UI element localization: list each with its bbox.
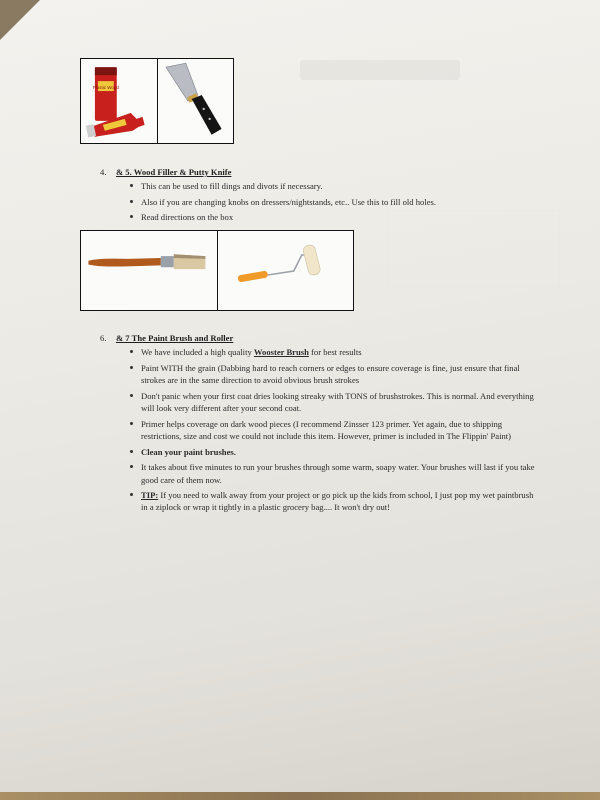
tip-label: TIP: [141, 489, 159, 500]
tip-text: If you need to walk away from your project or go pick up the kids from school, I just pop my wet paintbrush in a ziplock or wrap it tightly in a plastic grocery bag.... It won't dry out! [141, 489, 534, 513]
list-item: Primer helps coverage on dark wood pieces (I recommend Zinsser 123 primer. Yet again, due to shipping restrictions, size and cost we could not include this item. However, primer is included in The Flippin' Paint) [127, 418, 537, 443]
wooster-brush-text: Wooster Brush [253, 347, 309, 358]
section-wood-filler [100, 166, 540, 227]
list-item [127, 346, 537, 358]
paint-roller-image [217, 231, 354, 310]
filler-knife-image-box [80, 58, 234, 144]
list-item: Read directions on the box [127, 211, 540, 223]
filler-label: Plastic Wood [92, 85, 119, 91]
table-surface [0, 792, 600, 800]
section-number: 4. [100, 167, 107, 177]
list-item: Also if you are changing knobs on dressers/nightstands, etc.. Use this to fill old holes. [127, 196, 540, 208]
list-item [127, 489, 537, 514]
putty-knife-image [157, 59, 234, 143]
list-item: Clean your paint brushes. [127, 446, 537, 458]
bleed-through-text [300, 60, 460, 80]
section-paint-brush [100, 332, 540, 517]
list-item: This can be used to fill dings and divots if necessary. [127, 180, 540, 192]
wood-filler-image [81, 59, 157, 143]
list-text: for best results [308, 347, 362, 358]
brush-roller-image-box [80, 230, 354, 311]
list-item: It takes about five minutes to run your brushes through some warm, soapy water. Your brushes will last if you take good care of them now. [127, 461, 537, 486]
page-corner [0, 0, 40, 40]
section-number: 6. [100, 333, 107, 343]
list-item: Don't panic when your first coat dries looking streaky with TONS of brushstrokes. This is normal. And everything will look very different after your second coat. [127, 390, 537, 415]
list-item: Paint WITH the grain (Dabbing hard to reach corners or edges to ensure coverage is fine, just ensure that final strokes are in the same direction to avoid obvious brush strokes [127, 362, 537, 387]
section-title: & 7 The Paint Brush and Roller [116, 333, 234, 343]
paint-brush-image [81, 231, 217, 310]
list-text: We have included a high quality [141, 347, 254, 358]
section-title: & 5. Wood Filler & Putty Knife [116, 167, 232, 177]
